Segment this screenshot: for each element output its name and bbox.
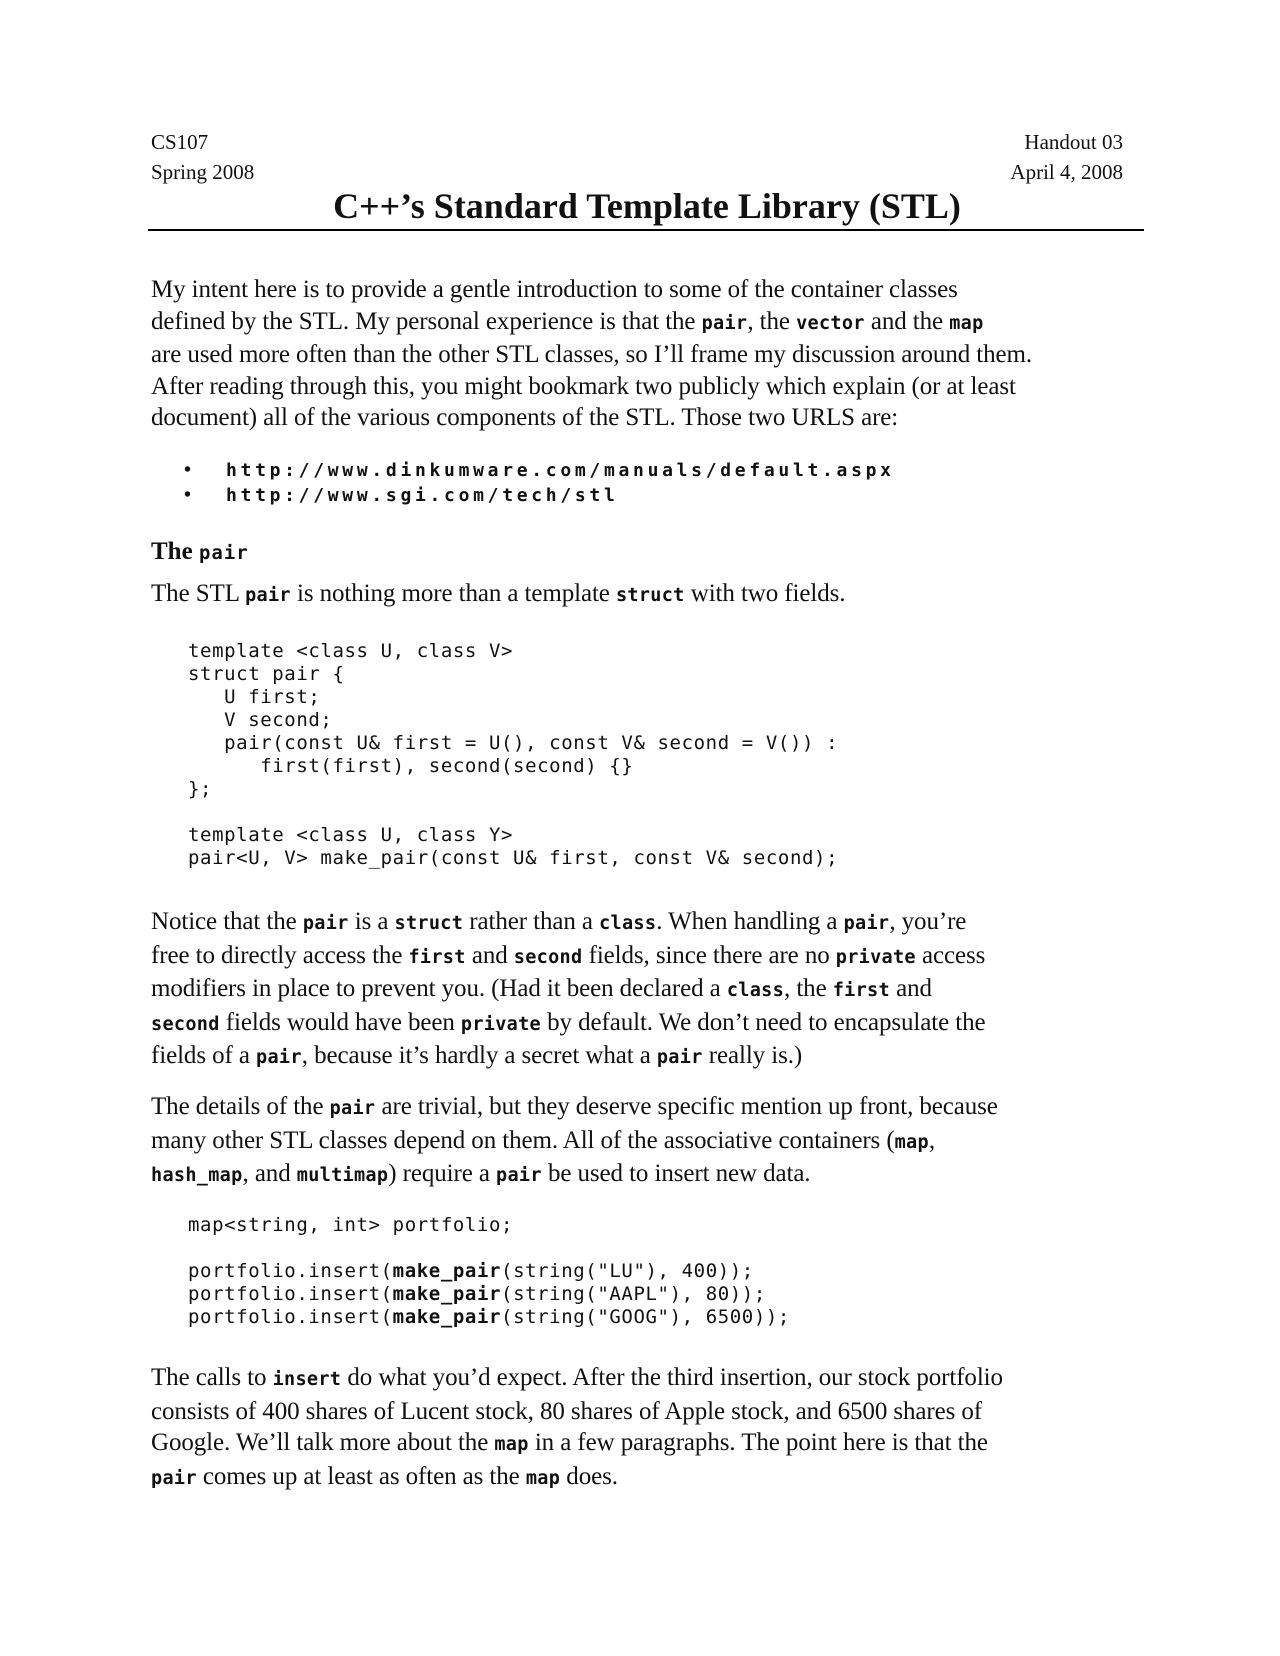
url-link[interactable] (184, 483, 895, 508)
text: and (889, 975, 932, 1002)
heading-text: The (151, 538, 199, 565)
text: rather than a (463, 908, 600, 935)
text: . When handling a (656, 908, 844, 935)
text: , the (784, 975, 833, 1002)
code-line: pair<U, V> make_pair(const U& first, const V& second); (188, 847, 839, 869)
code-block-pair-definition (188, 640, 838, 870)
details-line-1 (151, 1091, 1151, 1125)
text: be used to insert new data. (541, 1160, 811, 1187)
bullet-icon: • (184, 484, 192, 506)
code-pair: pair (302, 913, 349, 934)
code-map: map (525, 1467, 561, 1489)
text: by default. We don’t need to encapsulate the (541, 1008, 986, 1036)
text: portfolio.insert( (188, 1283, 393, 1305)
code-pair: pair (329, 1098, 376, 1119)
text: in a few paragraphs. The point here is that the (528, 1429, 988, 1456)
text: portfolio.insert( (188, 1260, 393, 1282)
text: are trivial, but they deserve specific mention up front, because (375, 1093, 998, 1120)
code-line: template <class U, class V> (188, 640, 514, 662)
text: modifiers in place to prevent you. (Had it been declared a (151, 975, 727, 1002)
handout-date: April 4, 2008 (1010, 160, 1123, 184)
text: portfolio.insert( (188, 1306, 393, 1328)
text: do what you’d expect. After the third insertion, our stock portfolio (341, 1364, 1003, 1391)
code-pair: pair (843, 913, 890, 934)
code-class: class (726, 980, 785, 1001)
intro-paragraph (151, 274, 1151, 434)
url-text[interactable]: http://www.dinkumware.com/manuals/default.aspx (226, 460, 895, 481)
text: access (915, 941, 986, 969)
code-second: second (513, 946, 583, 968)
code-pair: pair (701, 312, 748, 334)
text: , you’re (889, 908, 967, 935)
text: does. (560, 1462, 618, 1490)
text: free to directly access the (151, 941, 409, 969)
code-block-portfolio (188, 1214, 790, 1329)
details-line-3 (151, 1158, 1151, 1192)
text: The calls to (151, 1364, 273, 1391)
calls-line-4 (151, 1461, 1151, 1495)
code-line (188, 1260, 754, 1282)
code-line: map<string, int> portfolio; (188, 1214, 514, 1236)
code-struct: struct (615, 585, 685, 606)
text: fields, since there are no (582, 941, 836, 969)
intro-line-4: After reading through this, you might bookmark two publicly which explain (or at least (151, 372, 1016, 400)
code-map: map (949, 312, 984, 334)
code-private: private (835, 946, 916, 968)
text: many other STL classes depend on them. All of the associative containers ( (151, 1126, 895, 1154)
bullet-icon: • (184, 459, 192, 481)
text: is nothing more than a template (290, 580, 616, 607)
header-right (1010, 127, 1123, 187)
url-text[interactable]: http://www.sgi.com/tech/stl (226, 485, 619, 506)
course-label: CS107 (151, 130, 209, 154)
code-make-pair: make_pair (392, 1306, 502, 1328)
text: , because it’s hardly a secret what a (301, 1042, 657, 1069)
code-line (188, 1306, 790, 1328)
code-first: first (832, 980, 890, 1001)
code-pair: pair (656, 1047, 703, 1068)
code-map: map (894, 1131, 929, 1153)
text: (string("LU"), 400)); (501, 1260, 754, 1282)
text: and the (864, 307, 950, 335)
notice-paragraph (151, 906, 1151, 1074)
code-line: }; (188, 778, 213, 800)
code-line: U first; (188, 686, 321, 708)
pair-desc-line (151, 578, 1151, 612)
calls-line-3 (151, 1427, 1151, 1461)
intro-line-2 (151, 306, 1151, 340)
code-line: template <class U, class Y> (188, 824, 514, 846)
code-make-pair: make_pair (392, 1260, 502, 1282)
code-line: first(first), second(second) {} (188, 755, 634, 777)
text: , and (242, 1160, 297, 1187)
section-heading-pair (151, 538, 249, 566)
calls-line-1 (151, 1362, 1151, 1396)
text: fields of a (151, 1042, 257, 1069)
intro-line-5: document) all of the various components of the STL. Those two URLS are: (151, 404, 899, 431)
code-line: V second; (188, 709, 333, 731)
handout-number: Handout 03 (1024, 130, 1123, 154)
details-line-2 (151, 1125, 1151, 1159)
text: comes up at least as often as the (196, 1462, 526, 1490)
code-second: second (151, 1013, 220, 1035)
url-link[interactable] (184, 458, 895, 483)
code-pair: pair (256, 1047, 302, 1068)
text: , the (747, 307, 797, 335)
header-left (151, 127, 254, 187)
text: defined by the STL. My personal experience is that the (151, 307, 702, 335)
title-rule (148, 229, 1144, 231)
code-pair: pair (151, 1467, 197, 1489)
text: Google. We’ll talk more about the (151, 1429, 495, 1456)
details-paragraph (151, 1091, 1151, 1192)
code-vector: vector (796, 312, 865, 334)
notice-line-3 (151, 973, 1151, 1007)
text: is a (348, 908, 395, 935)
text: ) require a (388, 1160, 497, 1187)
url-list (184, 458, 895, 508)
text: really is.) (702, 1042, 803, 1069)
text: , (928, 1126, 936, 1154)
code-hash-map: hash_map (151, 1165, 243, 1186)
notice-line-5 (151, 1040, 1151, 1074)
intro-line-3: are used more often than the other STL classes, so I’ll frame my discussion around them. (151, 341, 1033, 368)
code-line: pair(const U& first = U(), const V& second = V()) : (188, 732, 839, 754)
code-map: map (494, 1434, 529, 1455)
text: fields would have been (219, 1008, 461, 1036)
heading-code: pair (198, 542, 249, 564)
page-title: C++’s Standard Template Library (STL) (333, 186, 961, 226)
code-multimap: multimap (296, 1165, 389, 1186)
code-line (188, 1283, 766, 1305)
code-pair: pair (245, 585, 291, 606)
code-private: private (460, 1013, 541, 1035)
code-struct: struct (394, 913, 464, 934)
code-make-pair: make_pair (392, 1283, 502, 1305)
code-line: struct pair { (188, 663, 345, 685)
notice-line-1 (151, 906, 1151, 940)
code-first: first (408, 946, 466, 968)
text: and (465, 941, 514, 969)
text: The STL (151, 580, 246, 607)
notice-line-4 (151, 1007, 1151, 1041)
text: with two fields. (684, 580, 846, 607)
code-pair: pair (496, 1165, 542, 1186)
calls-paragraph (151, 1362, 1151, 1494)
notice-line-2 (151, 940, 1151, 974)
intro-line-1: My intent here is to provide a gentle introduction to some of the container classes (151, 276, 958, 303)
pair-description (151, 578, 1151, 612)
calls-line-2: consists of 400 shares of Lucent stock, 80 shares of Apple stock, and 6500 shares of (151, 1397, 983, 1425)
code-insert: insert (272, 1369, 342, 1390)
text: (string("GOOG"), 6500)); (501, 1306, 790, 1328)
text: The details of the (151, 1093, 330, 1120)
text: Notice that the (151, 908, 303, 935)
text: (string("AAPL"), 80)); (501, 1283, 766, 1305)
term-label: Spring 2008 (151, 160, 255, 184)
code-class: class (599, 913, 657, 934)
